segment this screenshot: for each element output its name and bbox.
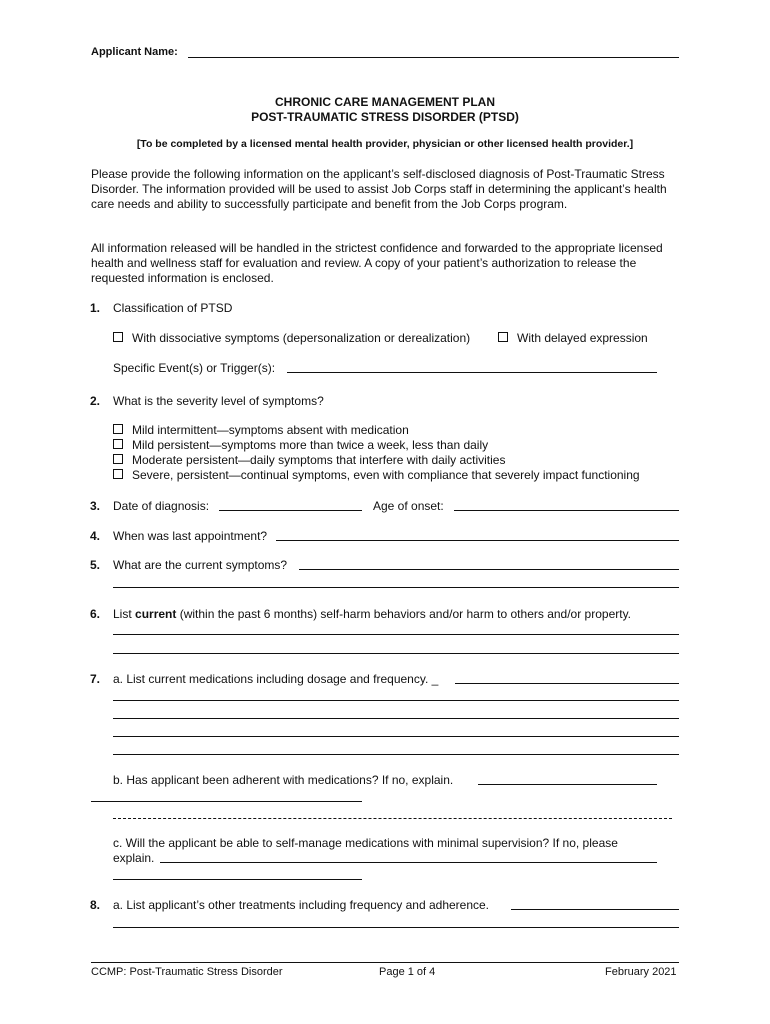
q7a-label: a. List current medications including dosage and frequency. _ [113, 672, 439, 686]
q5-field-line-2[interactable] [113, 587, 679, 588]
q2-option-mild-persistent[interactable] [113, 438, 488, 452]
q8a-field[interactable] [511, 909, 679, 910]
footer-page-number: Page 1 of 4 [379, 966, 436, 978]
q6-label-emphasis: current [135, 607, 177, 621]
form-subtitle: POST-TRAUMATIC STRESS DISORDER (PTSD) [251, 110, 519, 124]
q5-field[interactable] [299, 569, 679, 570]
q5-label: What are the current symptoms? [113, 558, 288, 572]
q7c-field-line-2[interactable] [113, 879, 362, 880]
q7b-field-line-2[interactable] [91, 801, 362, 802]
q1-option-delayed[interactable] [498, 331, 648, 345]
q5-number: 5. [90, 558, 101, 572]
q1-number: 1. [90, 301, 101, 315]
q2-option-text: Mild persistent—symptoms more than twice a week, less than daily [132, 438, 489, 452]
q4-number: 4. [90, 529, 101, 543]
checkbox-icon[interactable] [113, 469, 123, 479]
q7a-field-line-5[interactable] [113, 754, 679, 755]
form-title: CHRONIC CARE MANAGEMENT PLAN [275, 95, 495, 109]
q7b-field-line-3[interactable] [113, 818, 672, 819]
q7a-field-line-3[interactable] [113, 718, 679, 719]
q2-option-mild-intermittent[interactable] [113, 423, 409, 437]
q3-date-label: Date of diagnosis: [113, 499, 210, 513]
q1-label: Classification of PTSD [113, 301, 233, 315]
q7c-label-line-2: explain. [113, 851, 155, 865]
q3-onset-label: Age of onset: [373, 499, 444, 513]
footer-divider [91, 962, 679, 963]
q2-option-text: Severe, persistent—continual symptoms, even with compliance that severely impact functioning [132, 468, 640, 482]
q4-label: When was last appointment? [113, 529, 268, 543]
checkbox-icon[interactable] [113, 454, 123, 464]
footer-form-name: CCMP: Post-Traumatic Stress Disorder [91, 966, 283, 978]
q2-number: 2. [90, 394, 101, 408]
q1-option-dissociative[interactable] [113, 331, 470, 345]
q7a-field[interactable] [455, 683, 679, 684]
applicant-name-label: Applicant Name: [91, 46, 178, 58]
q2-label: What is the severity level of symptoms? [113, 394, 324, 408]
q3-date-field[interactable] [219, 510, 362, 511]
q7b-field[interactable] [478, 784, 657, 785]
q7a-field-line-4[interactable] [113, 736, 679, 737]
q6-number: 6. [90, 607, 101, 621]
q2-option-text: Mild intermittent—symptoms absent with medication [132, 423, 409, 437]
q2-option-text: Moderate persistent—daily symptoms that interfere with daily activities [132, 453, 506, 467]
q6-label [113, 607, 631, 621]
q1-trigger-field[interactable] [287, 372, 657, 373]
q7a-field-line-2[interactable] [113, 700, 679, 701]
q8-number: 8. [90, 898, 101, 912]
q1-option-dissociative-text: With dissociative symptoms (depersonalization or derealization) [132, 331, 471, 345]
q6-label-prefix: List [113, 607, 136, 621]
q1-trigger-label: Specific Event(s) or Trigger(s): [113, 361, 276, 375]
q8a-label: a. List applicant’s other treatments including frequency and adherence. [113, 898, 490, 912]
intro-paragraph-2: All information released will be handled in the strictest confidence and forwarded to the appropriate licensed health and wellness staff for evaluation and review. A copy of your patient’s authorization to release the requested information is enclosed. [91, 241, 663, 285]
q7c-label-line-1: c. Will the applicant be able to self-manage medications with minimal supervision? If no, please [113, 836, 618, 850]
q6-field-line-2[interactable] [113, 653, 679, 654]
q6-field-line-1[interactable] [113, 634, 679, 635]
q1-option-delayed-text: With delayed expression [517, 331, 648, 345]
checkbox-icon[interactable] [113, 332, 123, 342]
q4-field[interactable] [276, 540, 679, 541]
q7c-field[interactable] [160, 862, 657, 863]
q6-label-suffix: (within the past 6 months) self-harm behaviors and/or harm to others and/or property. [176, 607, 632, 621]
q3-onset-field[interactable] [454, 510, 679, 511]
intro-paragraph-1: Please provide the following information on the applicant’s self-disclosed diagnosis of Post-Traumatic Stress Disorder. The information provided will be used to assist Job Corps staff in determining the applicant’s health care needs and ability to successfully participate and benefit from the Job Corps program. [91, 167, 667, 211]
q8a-field-line-2[interactable] [113, 927, 679, 928]
checkbox-icon[interactable] [113, 424, 123, 434]
q7b-label: b. Has applicant been adherent with medications? If no, explain. [113, 773, 454, 787]
checkbox-icon[interactable] [113, 439, 123, 449]
form-instruction: [To be completed by a licensed mental health provider, physician or other licensed health provider.] [136, 138, 634, 150]
q2-option-moderate-persistent[interactable] [113, 453, 505, 467]
applicant-name-field[interactable] [188, 57, 679, 58]
footer-date: February 2021 [605, 966, 677, 978]
q3-number: 3. [90, 499, 101, 513]
checkbox-icon[interactable] [498, 332, 508, 342]
q7-number: 7. [90, 672, 101, 686]
q2-option-severe-persistent[interactable] [113, 468, 640, 482]
